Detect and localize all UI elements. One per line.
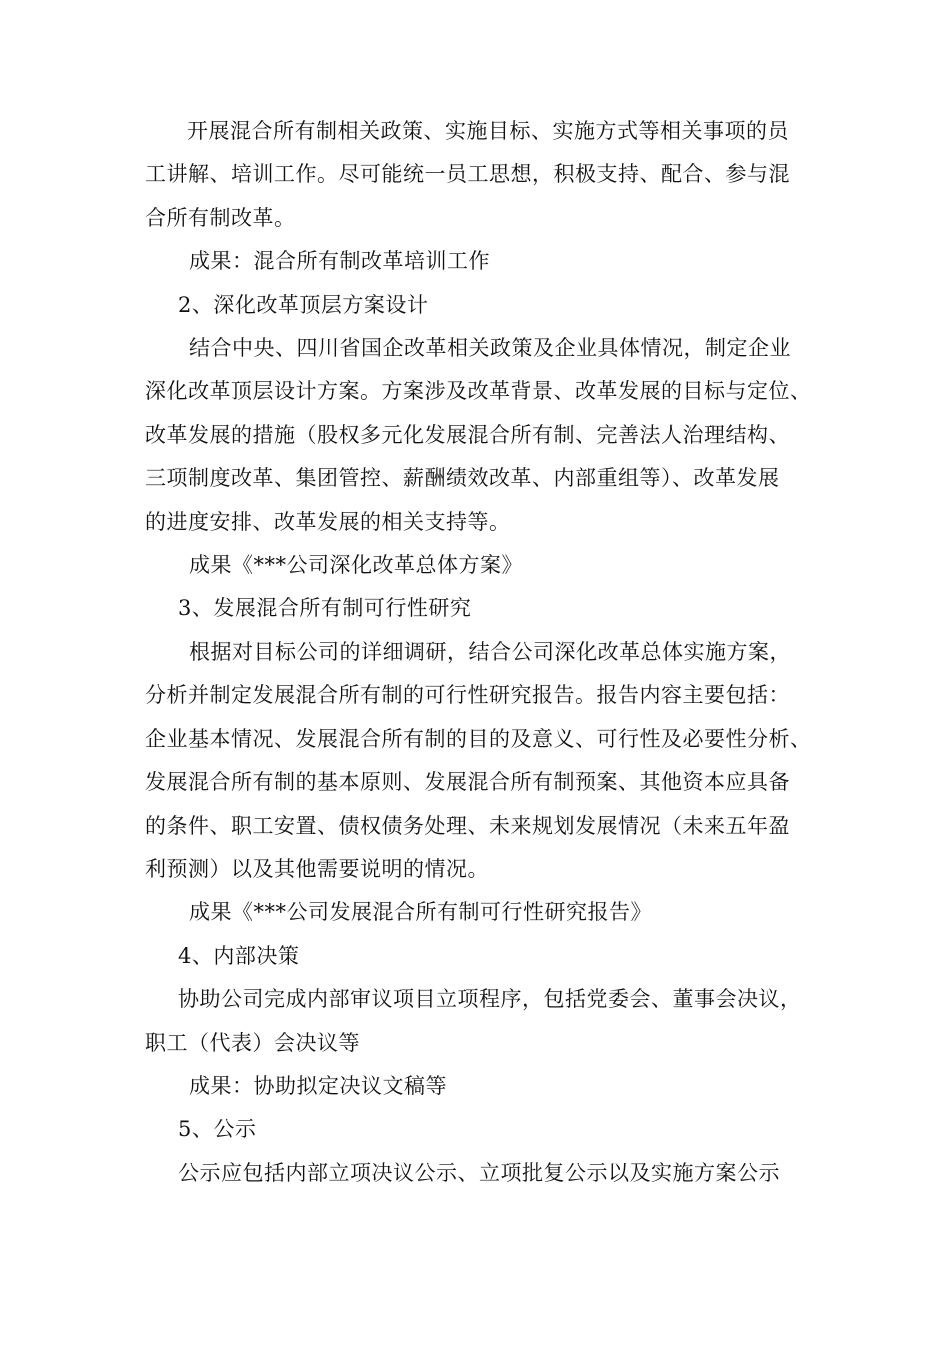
paragraph-line: 协助公司完成内部审议项目立项程序，包括党委会、董事会决议， bbox=[178, 987, 802, 1012]
result-line: 成果：协助拟定决议文稿等 bbox=[189, 1073, 447, 1098]
paragraph-line: 利预测）以及其他需要说明的情况。 bbox=[145, 856, 489, 881]
paragraph-line: 职工（代表）会决议等 bbox=[145, 1030, 360, 1055]
result-line: 成果：混合所有制改革培训工作 bbox=[189, 249, 490, 274]
paragraph-line: 发展混合所有制的基本原则、发展混合所有制预案、其他资本应具备 bbox=[145, 770, 790, 795]
result-line: 成果《***公司深化改革总体方案》 bbox=[189, 553, 523, 578]
document-body bbox=[145, 110, 812, 1195]
paragraph-line: 结合中央、四川省国企改革相关政策及企业具体情况，制定企业 bbox=[189, 336, 791, 361]
section-heading: 4、内部决策 bbox=[178, 943, 300, 968]
paragraph-line: 深化改革顶层设计方案。方案涉及改革背景、改革发展的目标与定位、 bbox=[145, 379, 812, 404]
paragraph-line: 的进度安排、改革发展的相关支持等。 bbox=[145, 509, 511, 534]
paragraph-line: 三项制度改革、集团管控、薪酬绩效改革、内部重组等）、改革发展 bbox=[145, 466, 780, 491]
section-heading: 5、公示 bbox=[178, 1117, 257, 1142]
paragraph-line: 工讲解、培训工作。尽可能统一员工思想，积极支持、配合、参与混 bbox=[145, 162, 790, 187]
paragraph-line: 公示应包括内部立项决议公示、立项批复公示以及实施方案公示 bbox=[178, 1160, 780, 1185]
paragraph-line: 企业基本情况、发展混合所有制的目的及意义、可行性及必要性分析、 bbox=[145, 726, 812, 751]
result-line: 成果《***公司发展混合所有制可行性研究报告》 bbox=[189, 900, 652, 925]
section-heading: 2、深化改革顶层方案设计 bbox=[178, 292, 429, 317]
paragraph-line: 合所有制改革。 bbox=[145, 205, 296, 230]
paragraph-line: 改革发展的措施（股权多元化发展混合所有制、完善法人治理结构、 bbox=[145, 422, 790, 447]
body-paragraph bbox=[145, 978, 809, 1065]
body-paragraph bbox=[145, 1152, 809, 1195]
section-heading: 3、发展混合所有制可行性研究 bbox=[178, 596, 472, 621]
paragraph-line: 开展混合所有制相关政策、实施目标、实施方式等相关事项的员 bbox=[187, 119, 789, 143]
body-paragraph bbox=[145, 631, 812, 891]
paragraph-line: 的条件、职工安置、债权债务处理、未来规划发展情况（未来五年盈 bbox=[145, 813, 790, 838]
body-paragraph bbox=[145, 110, 809, 240]
body-paragraph bbox=[145, 327, 812, 544]
paragraph-line: 根据对目标公司的详细调研，结合公司深化改革总体实施方案， bbox=[189, 639, 791, 664]
paragraph-line: 分析并制定发展混合所有制的可行性研究报告。报告内容主要包括： bbox=[145, 683, 790, 708]
